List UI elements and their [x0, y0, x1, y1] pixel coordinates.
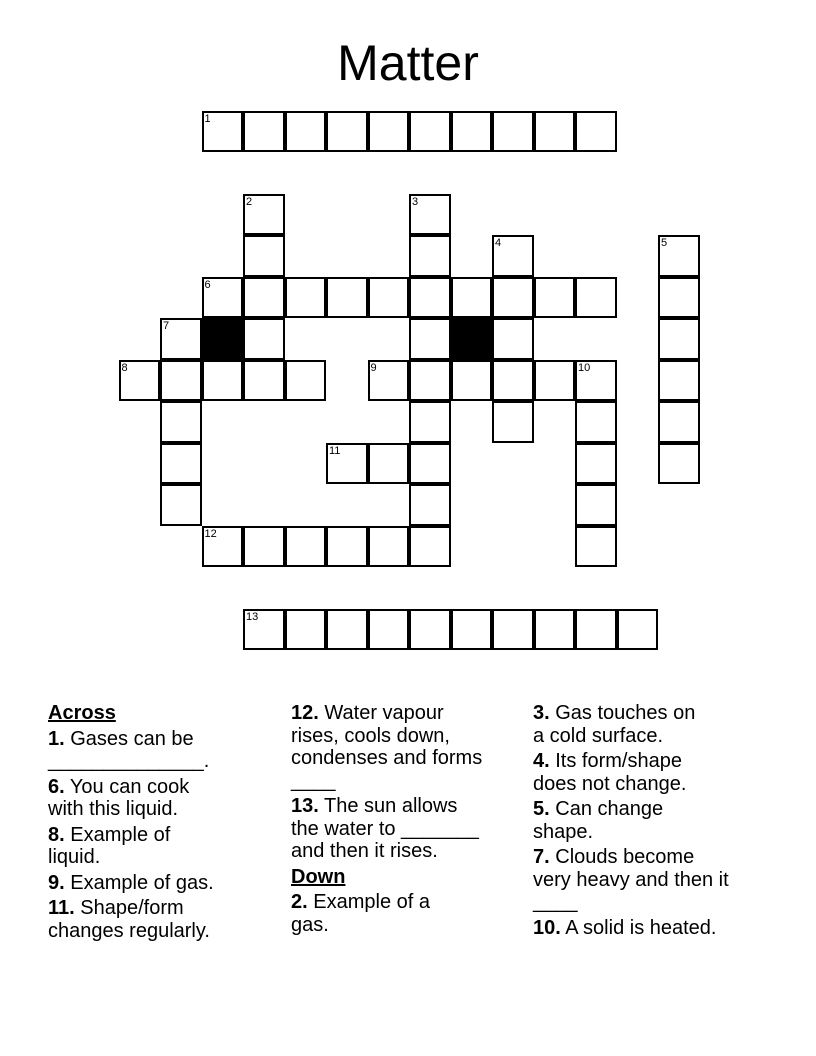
crossword-cell[interactable] [492, 360, 534, 402]
crossword-cell[interactable] [409, 277, 451, 319]
down-heading: Down [291, 865, 346, 888]
crossword-cell[interactable] [368, 360, 410, 402]
crossword-cell[interactable] [575, 401, 617, 443]
crossword-cell[interactable] [285, 609, 327, 651]
clue-down-2 [291, 891, 516, 936]
clue-down-4 [533, 750, 773, 795]
crossword-cell[interactable] [243, 111, 285, 153]
cell-number: 13 [246, 610, 259, 623]
clue-number: 9. [48, 871, 65, 894]
clue-text: Example of a gas. [291, 891, 430, 936]
clue-down-5 [533, 798, 773, 843]
crossword-cell[interactable] [202, 360, 244, 402]
crossword-cell[interactable] [451, 360, 493, 402]
crossword-cell[interactable] [409, 401, 451, 443]
crossword-cell[interactable] [658, 277, 700, 319]
crossword-cell[interactable] [658, 443, 700, 485]
crossword-cell[interactable] [285, 526, 327, 568]
cell-number: 9 [370, 361, 377, 374]
clue-across-11 [48, 897, 273, 942]
crossword-cell[interactable] [409, 235, 451, 277]
crossword-cell[interactable] [617, 609, 659, 651]
clue-across-8 [48, 824, 273, 869]
crossword-cell[interactable] [243, 235, 285, 277]
black-cell [202, 318, 244, 360]
clue-number: 3. [533, 702, 550, 724]
crossword-cell[interactable] [202, 111, 244, 153]
crossword-cell[interactable] [575, 526, 617, 568]
crossword-cell[interactable] [243, 360, 285, 402]
clue-down-7 [533, 846, 773, 914]
clue-text: Shape/form changes regularly. [48, 897, 210, 942]
crossword-cell[interactable] [575, 111, 617, 153]
crossword-cell[interactable] [409, 194, 451, 236]
clue-text: You can cook with this liquid. [48, 775, 190, 820]
clue-number: 13. [291, 795, 319, 817]
crossword-cell[interactable] [451, 609, 493, 651]
clue-column-1 [48, 702, 273, 945]
cell-number: 12 [204, 527, 217, 540]
clue-number: 11. [48, 897, 75, 919]
crossword-cell[interactable] [534, 277, 576, 319]
puzzle-title: Matter [337, 35, 479, 91]
crossword-cell[interactable] [658, 318, 700, 360]
clue-text: Example of liquid. [48, 823, 171, 868]
crossword-cell[interactable] [368, 443, 410, 485]
crossword-cell[interactable] [326, 609, 368, 651]
cell-number: 7 [163, 320, 170, 332]
crossword-cell[interactable] [160, 360, 202, 402]
crossword-cell[interactable] [534, 360, 576, 402]
crossword-cell[interactable] [243, 609, 285, 651]
crossword-cell[interactable] [534, 111, 576, 153]
crossword-cell[interactable] [160, 484, 202, 526]
cell-number: 6 [204, 278, 211, 291]
cell-number: 2 [246, 195, 253, 208]
clue-across-9 [48, 872, 273, 895]
crossword-cell[interactable] [409, 360, 451, 402]
crossword-cell[interactable] [243, 277, 285, 319]
crossword-cell[interactable] [575, 443, 617, 485]
clue-text: A solid is heated. [565, 916, 717, 939]
crossword-cell[interactable] [160, 401, 202, 443]
clue-number: 5. [533, 798, 550, 820]
clue-text: Gases can be ______________. [48, 727, 210, 772]
crossword-cell[interactable] [119, 360, 161, 402]
crossword-cell[interactable] [534, 609, 576, 651]
crossword-cell[interactable] [160, 443, 202, 485]
crossword-cell[interactable] [658, 360, 700, 402]
clue-across-1 [48, 728, 273, 773]
crossword-cell[interactable] [285, 277, 327, 319]
crossword-cell[interactable] [492, 235, 534, 277]
crossword-cell[interactable] [285, 111, 327, 153]
clue-number: 7. [533, 846, 550, 868]
cell-number: 1 [204, 112, 211, 125]
crossword-cell[interactable] [451, 277, 493, 319]
crossword-cell[interactable] [409, 318, 451, 360]
crossword-cell[interactable] [368, 526, 410, 568]
crossword-cell[interactable] [492, 318, 534, 360]
crossword-cell[interactable] [658, 235, 700, 277]
crossword-cell[interactable] [243, 526, 285, 568]
clue-across-12 [291, 702, 516, 792]
crossword-cell[interactable] [575, 277, 617, 319]
cell-number: 10 [578, 361, 591, 374]
clue-number: 12. [291, 702, 319, 724]
crossword-cell[interactable] [451, 111, 493, 153]
crossword-cell[interactable] [326, 277, 368, 319]
clue-down-10 [533, 917, 773, 940]
clue-text: Its form/shape does not change. [533, 750, 687, 795]
crossword-cell[interactable] [326, 443, 368, 485]
clue-across-6 [48, 776, 273, 821]
crossword-cell[interactable] [160, 318, 202, 360]
crossword-cell[interactable] [492, 111, 534, 153]
clue-number: 1. [48, 727, 65, 750]
cell-number: 5 [661, 237, 668, 249]
crossword-cell[interactable] [409, 526, 451, 568]
cell-number: 4 [495, 237, 502, 249]
crossword-cell[interactable] [492, 277, 534, 319]
clue-across-13 [291, 795, 516, 863]
crossword-cell[interactable] [575, 484, 617, 526]
clue-text: The sun allows the water to _______ and then it rises. [291, 795, 479, 862]
clue-number: 4. [533, 750, 550, 772]
clue-column-3 [533, 702, 773, 942]
crossword-cell[interactable] [575, 609, 617, 651]
crossword-cell[interactable] [368, 609, 410, 651]
cell-number: 11 [329, 444, 341, 457]
crossword-cell[interactable] [285, 360, 327, 402]
crossword-cell[interactable] [326, 526, 368, 568]
crossword-cell[interactable] [492, 609, 534, 651]
black-cell [451, 318, 493, 360]
clue-text: Example of gas. [70, 871, 214, 894]
crossword-cell[interactable] [202, 526, 244, 568]
crossword-cell[interactable] [409, 111, 451, 153]
crossword-cell[interactable] [409, 609, 451, 651]
clue-number: 2. [291, 891, 308, 913]
clue-text: Can change shape. [533, 798, 664, 843]
crossword-cell[interactable] [326, 111, 368, 153]
clue-number: 8. [48, 823, 65, 846]
crossword-cell[interactable] [368, 111, 410, 153]
crossword-cell[interactable] [409, 443, 451, 485]
crossword-cell[interactable] [243, 194, 285, 236]
clue-number: 10. [533, 916, 561, 939]
crossword-cell[interactable] [202, 277, 244, 319]
crossword-cell[interactable] [409, 484, 451, 526]
clue-column-2 [291, 702, 516, 939]
crossword-cell[interactable] [658, 401, 700, 443]
cell-number: 3 [412, 195, 419, 208]
crossword-cell[interactable] [368, 277, 410, 319]
clue-text: Gas touches on a cold surface. [533, 702, 696, 747]
cell-number: 8 [121, 361, 128, 374]
across-heading: Across [48, 702, 116, 724]
clue-number: 6. [48, 775, 65, 798]
crossword-cell[interactable] [575, 360, 617, 402]
clue-down-3 [533, 702, 773, 747]
clue-text: Water vapour rises, cools down, condenses and forms ____ [291, 702, 483, 792]
clue-text: Clouds become very heavy and then it ____ [533, 846, 729, 913]
crossword-cell[interactable] [492, 401, 534, 443]
crossword-cell[interactable] [243, 318, 285, 360]
